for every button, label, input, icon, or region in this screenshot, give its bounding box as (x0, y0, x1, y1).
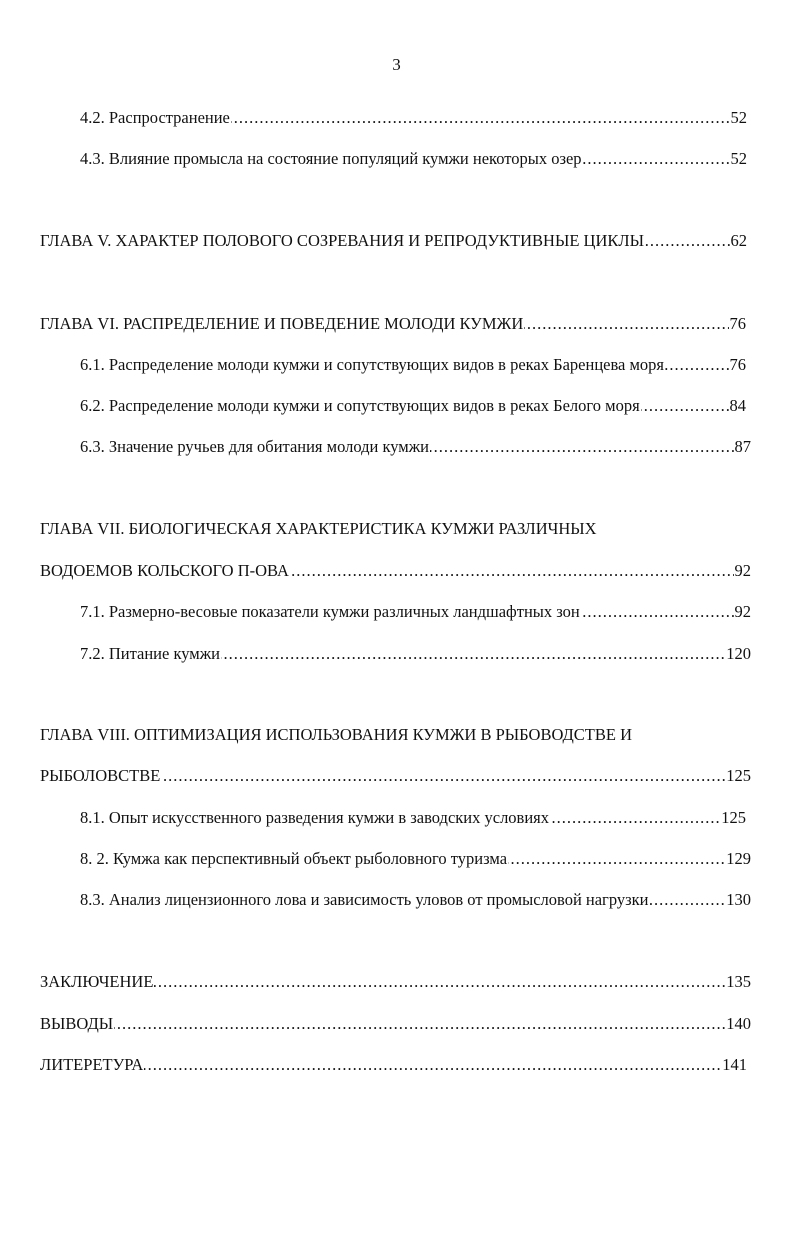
toc-entry-title: ..... ЛИТЕРЕТУРА (40, 1053, 144, 1077)
toc-entry-page: 76 (729, 312, 747, 336)
toc-chapter-title: ГЛАВА VII. БИОЛОГИЧЕСКАЯ ХАРАКТЕРИСТИКА КУМЖИ РАЗЛИЧНЫХ (40, 519, 597, 538)
toc-entry-title: ..... ВОДОЕМОВ КОЛЬСКОГО П-ОВА (40, 559, 290, 583)
toc-entry-title: ..... 6.2. Распределение молоди кумжи и сопутствующих видов в реках Белого моря (80, 394, 641, 418)
toc-entry-page: 92 (734, 559, 752, 583)
toc-entry-page: 125 (720, 806, 746, 830)
toc-entry-page: 140 (725, 1012, 751, 1036)
toc-chapter-title: ГЛАВА VIII. ОПТИМИЗАЦИЯ ИСПОЛЬЗОВАНИЯ КУМЖИ В РЫБОВОДСТВЕ И (40, 725, 633, 744)
toc-chapter (40, 764, 751, 788)
toc-entry-title: ..... 8.3. Анализ лицензионного лова и зависимость уловов от промысловой нагрузки (80, 888, 649, 912)
toc-entry-page: 92 (734, 600, 752, 624)
page-number: 3 (392, 55, 401, 74)
toc-entry-page: 125 (725, 764, 751, 788)
toc-entry-title: ..... 8.1. Опыт искусственного разведения кумжи в заводских условиях (80, 806, 550, 830)
toc-chapter (40, 1053, 747, 1077)
toc-entry-title: ..... 4.3. Влияние промысла на состояние популяций кумжи некоторых озер (80, 147, 583, 171)
toc-entry-page: 135 (725, 970, 751, 994)
toc-entry-title: ..... ВЫВОДЫ (40, 1012, 114, 1036)
toc-chapter (40, 229, 747, 253)
toc-entry-page: 52 (730, 147, 748, 171)
toc-entry-page: 87 (734, 435, 752, 459)
toc-entry-title: ..... 4.2. Распространение (80, 106, 231, 130)
toc-entry-title: ..... РЫБОЛОВСТВЕ (40, 764, 161, 788)
toc-entry-title: ..... 8. 2. Кумжа как перспективный объект рыболовного туризма (80, 847, 508, 871)
toc-entry (80, 435, 751, 459)
toc-entry (80, 888, 751, 912)
toc-entry-page: 120 (725, 642, 751, 666)
toc-chapter (40, 312, 746, 336)
toc-entry (80, 353, 746, 377)
toc-entry (80, 147, 747, 171)
toc-chapter (40, 970, 751, 994)
toc-entry (80, 600, 751, 624)
toc-entry-title: ..... 6.3. Значение ручьев для обитания молоди кумжи (80, 435, 430, 459)
toc-entry-title: ..... 7.1. Размерно-весовые показатели кумжи различных ландшафтных зон (80, 600, 581, 624)
toc-entry (80, 394, 746, 418)
toc-entry-page: 129 (725, 847, 751, 871)
toc-entry-title: ..... ГЛАВА V. ХАРАКТЕР ПОЛОВОГО СОЗРЕВАНИЯ И РЕПРОДУКТИВНЫЕ ЦИКЛЫ (40, 229, 645, 253)
toc-entry-title: ..... ГЛАВА VI. РАСПРЕДЕЛЕНИЕ И ПОВЕДЕНИЕ МОЛОДИ КУМЖИ (40, 312, 524, 336)
toc-chapter (40, 1012, 751, 1036)
toc-entry-page: 62 (730, 229, 748, 253)
toc-entry-title: ..... 6.1. Распределение молоди кумжи и сопутствующих видов в реках Баренцева моря (80, 353, 665, 377)
toc-entry-title: ..... 7.2. Питание кумжи (80, 642, 221, 666)
toc-entry (80, 106, 747, 130)
toc-entry-page: 130 (725, 888, 751, 912)
toc-entry (80, 847, 751, 871)
toc-entry-page: 76 (729, 353, 747, 377)
toc-entry-page: 141 (721, 1053, 747, 1077)
toc-entry-page: 84 (729, 394, 747, 418)
toc-entry-page: 52 (730, 106, 748, 130)
toc-entry (80, 642, 751, 666)
toc-entry (80, 806, 746, 830)
toc-entry-title: ..... ЗАКЛЮЧЕНИЕ (40, 970, 154, 994)
toc-chapter (40, 559, 751, 583)
